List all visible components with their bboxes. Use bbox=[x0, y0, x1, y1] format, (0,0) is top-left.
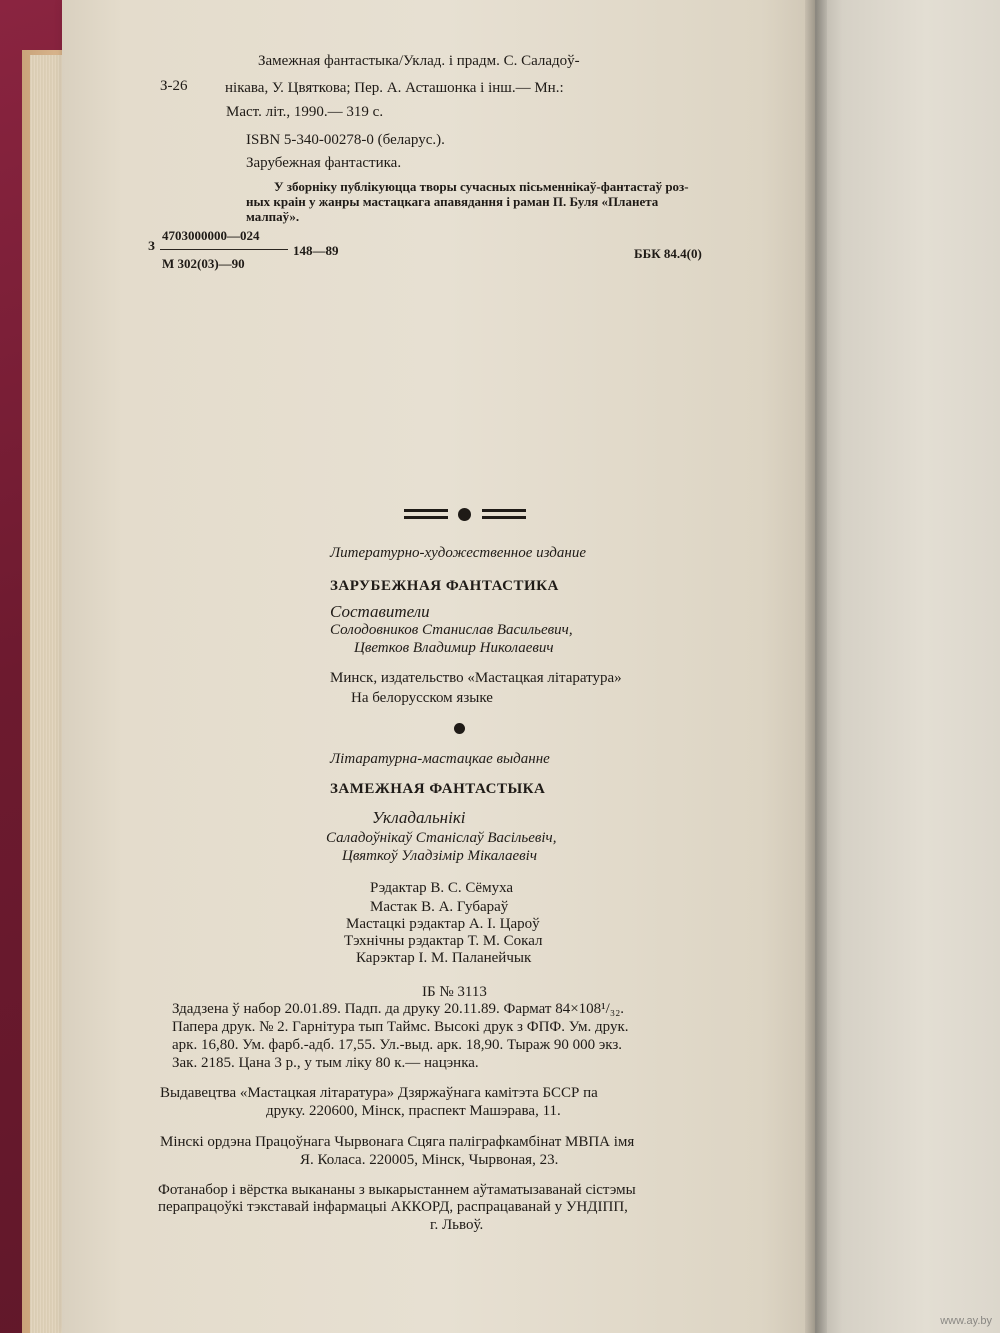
annotation-line-3: малпаў». bbox=[246, 209, 300, 224]
fraction-numerator: 4703000000—024 bbox=[162, 228, 260, 243]
catalog-parallel-title: Зарубежная фантастика. bbox=[246, 155, 402, 171]
order-code: 148—89 bbox=[293, 243, 339, 258]
by-edition-type: Літаратурна-мастацкае выданне bbox=[330, 751, 550, 767]
ornament-dot bbox=[458, 508, 471, 521]
ornament-bar-left-bottom bbox=[404, 516, 448, 519]
printer-line-2: Я. Коласа. 220005, Мінск, Чырвоная, 23. bbox=[300, 1152, 559, 1168]
ru-edition-type: Литературно-художественное издание bbox=[330, 545, 586, 561]
by-compiler-1: Саладоўнікаў Станіслаў Васільевіч, bbox=[326, 830, 557, 846]
catalog-line-1: Замежная фантастыка/Уклад. і прадм. С. Саладоў- bbox=[258, 53, 580, 69]
publisher-line-2: друку. 220600, Мінск, праспект Машэрава, 11. bbox=[266, 1103, 561, 1119]
credit-artist: Мастак В. А. Губараў bbox=[370, 899, 509, 915]
catalog-line-2: нікава, У. Цвяткова; Пер. А. Асташонка і інш.— Мн.: bbox=[225, 80, 564, 96]
ru-title: ЗАРУБЕЖНАЯ ФАНТАСТИКА bbox=[330, 578, 559, 594]
typesetting-line-3: г. Львоў. bbox=[430, 1217, 484, 1233]
catalog-line-3: Маст. літ., 1990.— 319 с. bbox=[226, 104, 384, 120]
ib-number: ІБ № 3113 bbox=[422, 984, 487, 1000]
print-line-4: Зак. 2185. Цана 3 р., у тым ліку 80 к.— нацэнка. bbox=[172, 1055, 479, 1071]
ornament-bar-right-bottom bbox=[482, 516, 526, 519]
publisher-line-1: Выдавецтва «Мастацкая літаратура» Дзяржаўнага камітэта БССР па bbox=[160, 1085, 598, 1101]
ru-publisher: Минск, издательство «Мастацкая літаратура» bbox=[330, 670, 622, 686]
printer-line-1: Мінскі ордэна Працоўнага Чырвонага Сцяга паліграфкамбінат МВПА імя bbox=[160, 1134, 635, 1150]
facing-blank-page bbox=[815, 0, 1000, 1333]
credit-tech-editor: Тэхнічны рэдактар Т. М. Сокал bbox=[344, 933, 543, 949]
separator-dot bbox=[454, 723, 465, 734]
site-watermark: www.ay.by bbox=[940, 1315, 992, 1327]
by-compiler-2: Цвяткоў Уладзімір Мікалаевіч bbox=[342, 848, 537, 864]
ornament-bar-left-top bbox=[404, 509, 448, 512]
class-letter: З bbox=[148, 238, 155, 253]
print-line-1: Здадзена ў набор 20.01.89. Падп. да друку 20.11.89. Фармат 84×108¹/₃₂. bbox=[172, 1001, 625, 1017]
credit-art-editor: Мастацкі рэдактар А. І. Цароў bbox=[346, 916, 540, 932]
bbk-code: ББК 84.4(0) bbox=[634, 246, 702, 261]
book-gutter bbox=[805, 0, 827, 1333]
fraction-line bbox=[160, 249, 288, 250]
ru-language: На белорусском языке bbox=[351, 690, 493, 706]
print-line-3: арк. 16,80. Ум. фарб.-адб. 17,55. Ул.-выд. арк. 18,90. Тыраж 90 000 экз. bbox=[172, 1037, 623, 1053]
by-title: ЗАМЕЖНАЯ ФАНТАСТЫКА bbox=[330, 781, 546, 797]
ornament-bar-right-top bbox=[482, 509, 526, 512]
credit-proofreader: Карэктар І. М. Паланейчык bbox=[356, 950, 532, 966]
ru-compilers-label: Составители bbox=[330, 602, 430, 621]
ru-compiler-2: Цветков Владимир Николаевич bbox=[354, 640, 554, 656]
credit-editor: Рэдактар В. С. Сёмуха bbox=[370, 880, 514, 896]
by-compilers-label: Укладальнікі bbox=[372, 808, 466, 827]
annotation-line-1: У зборніку публікуюцца творы сучасных пісьменнікаў-фантастаў роз- bbox=[274, 179, 689, 194]
annotation-line-2: ных краін у жанры мастацкага апавядання і раман П. Буля «Планета bbox=[246, 194, 659, 209]
typesetting-line-2: перапрацоўкі тэкставай інфармацыі АККОРД, распрацаванай у УНДІПП, bbox=[158, 1199, 628, 1215]
typesetting-line-1: Фотанабор і вёрстка выкананы з выкарыстаннем аўтаматызаванай сістэмы bbox=[158, 1182, 636, 1198]
print-line-2: Папера друк. № 2. Гарнітура тып Таймс. Высокі друк з ФПФ. Ум. друк. bbox=[172, 1019, 629, 1035]
catalog-code: З-26 bbox=[160, 78, 188, 94]
fraction-denominator: М 302(03)—90 bbox=[162, 256, 245, 271]
catalog-isbn: ISBN 5-340-00278-0 (беларус.). bbox=[246, 132, 445, 148]
ru-compiler-1: Солодовников Станислав Васильевич, bbox=[330, 622, 573, 638]
